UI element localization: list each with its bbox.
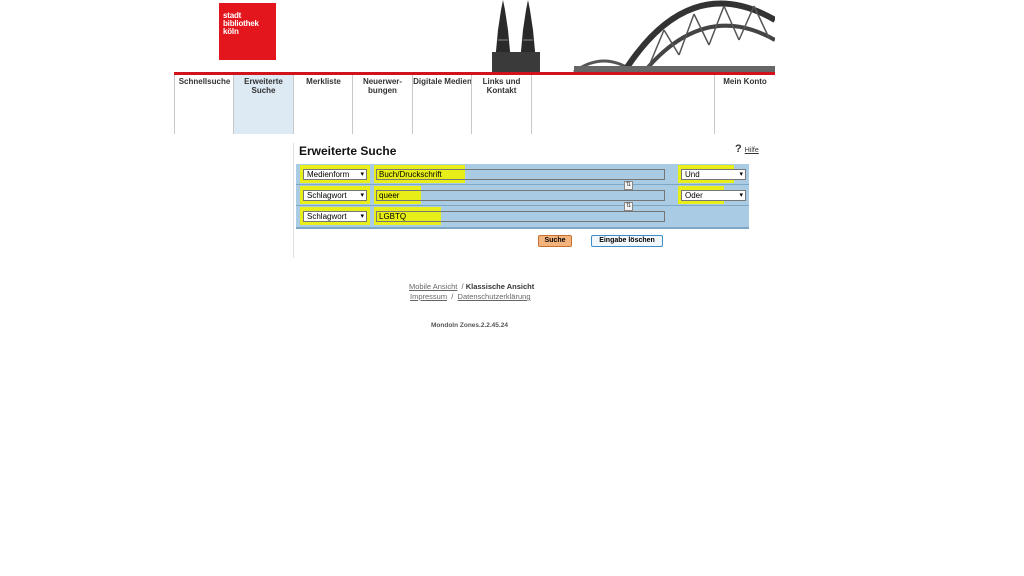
privacy-link[interactable]: Datenschutzerklärung	[457, 292, 531, 301]
nav-label: Mein Konto	[723, 77, 767, 86]
nav-label: Kontakt	[486, 86, 517, 95]
version-label: Mondoln Zones.2.2.45.24	[431, 322, 508, 329]
mobile-view-link[interactable]: Mobile Ansicht	[409, 282, 458, 291]
main-navigation	[174, 75, 775, 134]
page-title: Erweiterte Suche	[299, 144, 397, 158]
chevron-down-icon: ▾	[739, 192, 743, 199]
search-input-1[interactable]: Buch/Druckschrift	[376, 169, 665, 180]
nav-spacer	[531, 75, 715, 134]
footer-separator: /	[461, 282, 464, 291]
nav-label: Links und	[482, 77, 521, 86]
operator-select-value: Oder	[685, 191, 703, 200]
field-select-value: Schlagwort	[307, 191, 347, 200]
chevron-down-icon: ▾	[360, 192, 364, 199]
view-switcher	[409, 282, 534, 291]
field-select-value: Schlagwort	[307, 212, 347, 221]
content-left-rule	[293, 143, 294, 258]
row-separator	[296, 205, 749, 206]
nav-tab-merkliste[interactable]	[293, 75, 353, 134]
nav-label: Neuerwer-	[362, 77, 403, 86]
header	[174, 0, 775, 72]
search-button[interactable]: Suche	[538, 235, 572, 247]
field-select-value: Medienform	[307, 170, 350, 179]
search-input-3[interactable]: LGBTQ	[376, 211, 665, 222]
field-select-3[interactable]	[303, 211, 367, 222]
logo-line-1: stadt	[223, 11, 242, 20]
nav-label: Merkliste	[306, 77, 341, 86]
help-icon: ?	[735, 143, 742, 155]
help-link[interactable]	[735, 143, 759, 155]
nav-label: Schnellsuche	[178, 77, 231, 86]
search-input-2[interactable]: queer	[376, 190, 665, 201]
logo-line-2: bibliothek	[223, 19, 259, 28]
nav-tab-erweiterte-suche[interactable]	[233, 75, 293, 134]
chevron-down-icon: ▾	[739, 171, 743, 178]
help-label[interactable]: Hilfe	[744, 147, 759, 154]
logo-line-3: köln	[223, 27, 239, 36]
operator-select-value: Und	[685, 170, 700, 179]
nav-tab-digitale-medien[interactable]	[412, 75, 472, 134]
nav-label: Erweiterte	[244, 77, 283, 86]
chevron-down-icon: ▾	[360, 171, 364, 178]
legal-links	[410, 292, 531, 301]
nav-label: bungen	[368, 86, 397, 95]
operator-select-1[interactable]	[681, 169, 746, 180]
clear-input-button[interactable]: Eingabe löschen	[591, 235, 663, 247]
operator-select-2[interactable]	[681, 190, 746, 201]
nav-tab-links-kontakt[interactable]	[471, 75, 531, 134]
nav-label: Digitale Medien	[413, 77, 472, 86]
chevron-down-icon: ▾	[360, 213, 364, 220]
nav-label: Suche	[251, 86, 276, 95]
classic-view-label: Klassische Ansicht	[465, 282, 535, 291]
swap-rows-icon[interactable]: ⇅	[625, 182, 632, 188]
search-form	[296, 164, 749, 229]
impressum-link[interactable]: Impressum	[410, 292, 448, 301]
footer-separator: /	[451, 292, 454, 301]
row-separator	[296, 184, 749, 185]
library-logo[interactable]	[219, 3, 276, 60]
swap-rows-icon[interactable]: ⇅	[625, 203, 632, 209]
cathedral-bridge-banner	[474, 0, 775, 72]
nav-tab-schnellsuche[interactable]	[174, 75, 234, 134]
field-select-1[interactable]	[303, 169, 367, 180]
nav-tab-mein-konto[interactable]	[715, 75, 775, 134]
nav-tab-neuerwerbungen[interactable]	[352, 75, 412, 134]
field-select-2[interactable]	[303, 190, 367, 201]
